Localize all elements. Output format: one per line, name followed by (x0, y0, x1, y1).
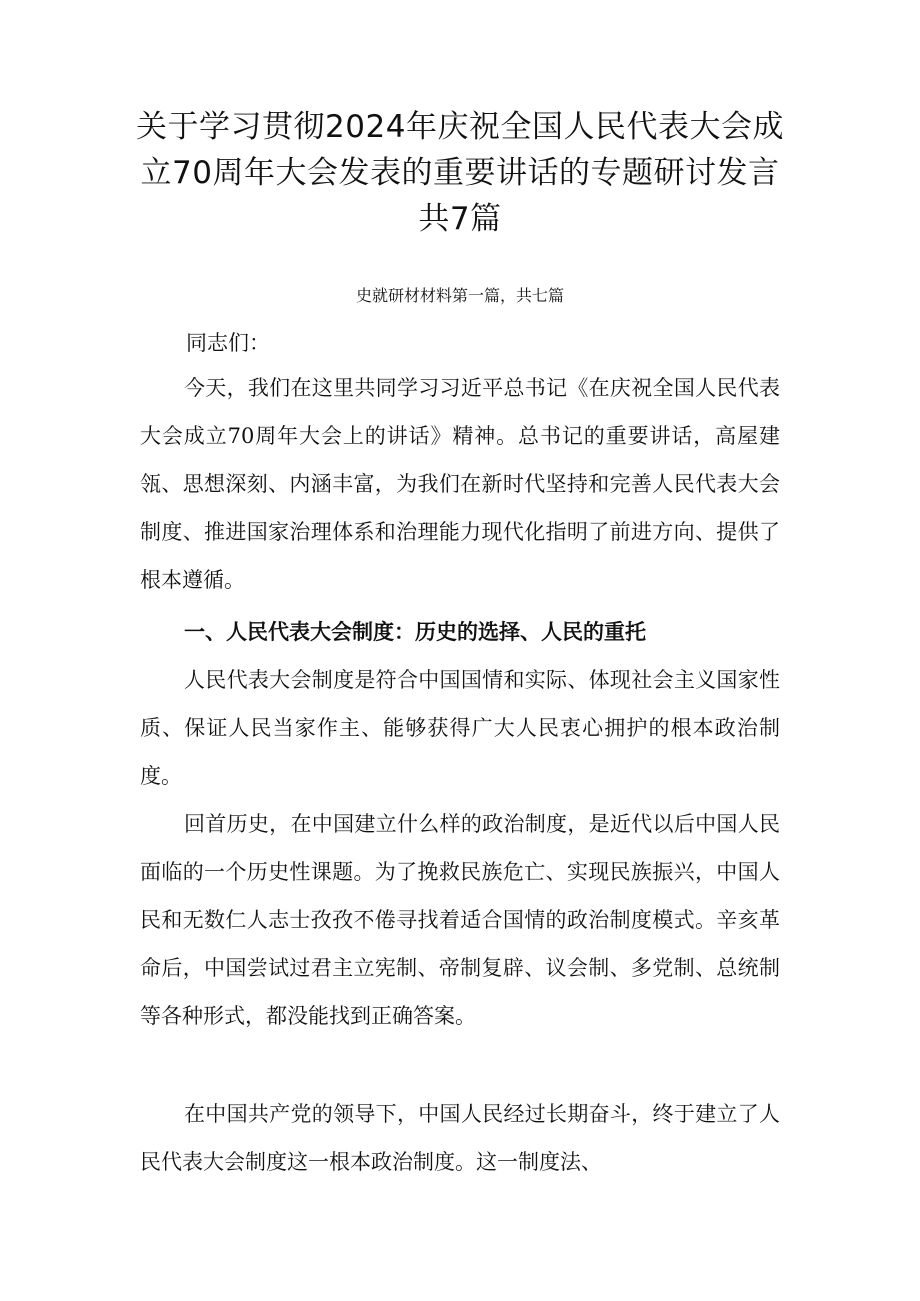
paragraph-history: 回首历史，在中国建立什么样的政治制度，是近代以后中国人民面临的一个历史性课题。为了挽救民族危亡、实现民族振兴，中国人民和无数仁人志士孜孜不倦寻找着适合国情的政治制度模式。辛亥革命后，中国尝试过君主立宪制、帝制复辟、议会制、多党制、总统制等各种形式，都没能找到正确答案。 (140, 812, 780, 1028)
section-heading: 一、人民代表大会制度：历史的选择、人民的重托 (184, 620, 646, 644)
paragraph-leadership: 在中国共产党的领导下，中国人民经过长期奋斗，终于建立了人民代表大会制度这一根本政治制度。这一制度法、 (140, 1102, 780, 1174)
document-subtitle: 史就研材材料第一篇，共七篇 (355, 286, 564, 305)
document-title: 关于学习贯彻2024年庆祝全国人民代表大会成立70周年大会发表的重要讲话的专题研讨发言共7篇 (136, 109, 784, 237)
paragraph-system: 人民代表大会制度是符合中国国情和实际、体现社会主义国家性质、保证人民当家作主、能够获得广大人民衷心拥护的根本政治制度。 (140, 668, 780, 788)
paragraph-intro: 今天，我们在这里共同学习习近平总书记《在庆祝全国人民代表大会成立70周年大会上的讲话》精神。总书记的重要讲话，高屋建瓴、思想深刻、内涵丰富，为我们在新时代坚持和完善人民代表大会制度、推进国家治理体系和治理能力现代化指明了前进方向、提供了根本遵循。 (140, 376, 780, 592)
salutation: 同志们： (186, 331, 270, 355)
